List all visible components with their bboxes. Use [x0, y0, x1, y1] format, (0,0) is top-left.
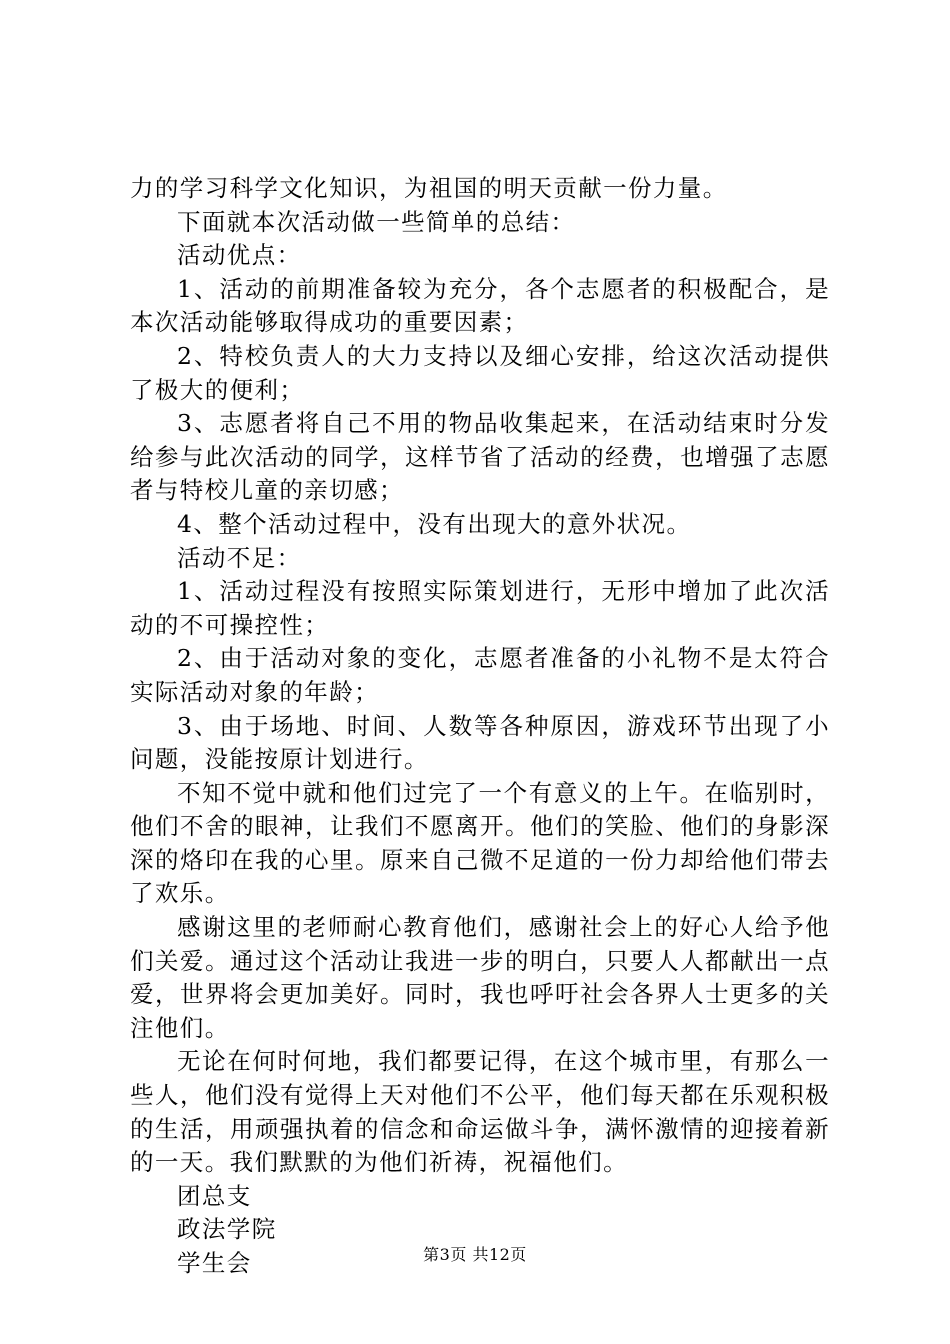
paragraph: 3、由于场地、时间、人数等各种原因，游戏环节出现了小问题，没能按原计划进行。 — [130, 711, 830, 774]
paragraph: 不知不觉中就和他们过完了一个有意义的上午。在临别时，他们不舍的眼神，让我们不愿离开。他们的笑脸、他们的身影深深的烙印在我的心里。原来自己微不足道的一份力却给他们带去了欢乐。 — [130, 778, 830, 908]
paragraph: 3、志愿者将自己不用的物品收集起来，在活动结束时分发给参与此次活动的同学，这样节省了活动的经费，也增强了志愿者与特校儿童的亲切感； — [130, 409, 830, 505]
paragraph: 学生会 — [177, 1249, 252, 1277]
paragraph: 2、特校负责人的大力支持以及细心安排，给这次活动提供了极大的便利； — [130, 341, 830, 404]
paragraph: 政法学院 — [177, 1215, 277, 1244]
paragraph: 力的学习科学文化知识，为祖国的明天贡献一份力量。 — [130, 174, 728, 202]
paragraph: 2、由于活动对象的变化，志愿者准备的小礼物不是太符合实际活动对象的年龄； — [130, 644, 830, 706]
paragraph: 1、活动过程没有按照实际策划进行，无形中增加了此次活动的不可操控性； — [130, 577, 830, 639]
paragraph: 活动优点： — [177, 241, 302, 270]
paragraph: 无论在何时何地，我们都要记得，在这个城市里，有那么一些人，他们没有觉得上天对他们不公平，他们每天都在乐观积极的生活，用顽强执着的信念和命运做斗争，满怀激情的迎接着新的一天。我们默默的为他们祈祷，祝福他们。 — [130, 1047, 830, 1177]
paragraph: 活动不足： — [177, 543, 302, 572]
paragraph: 团总支 — [177, 1181, 252, 1210]
page-footer: 第3页 共12页 — [423, 1245, 527, 1264]
paragraph: 下面就本次活动做一些简单的总结： — [177, 207, 576, 236]
paragraph: 1、活动的前期准备较为充分，各个志愿者的积极配合，是本次活动能够取得成功的重要因素； — [130, 274, 830, 337]
paragraph: 感谢这里的老师耐心教育他们，感谢社会上的好心人给予他们关爱。通过这个活动让我进一步的明白，只要人人都献出一点爱，世界将会更加美好。同时，我也呼吁社会各界人士更多的关注他们。 — [130, 913, 830, 1042]
document-body — [130, 172, 830, 1281]
paragraph: 4、整个活动过程中，没有出现大的意外状况。 — [177, 509, 692, 538]
